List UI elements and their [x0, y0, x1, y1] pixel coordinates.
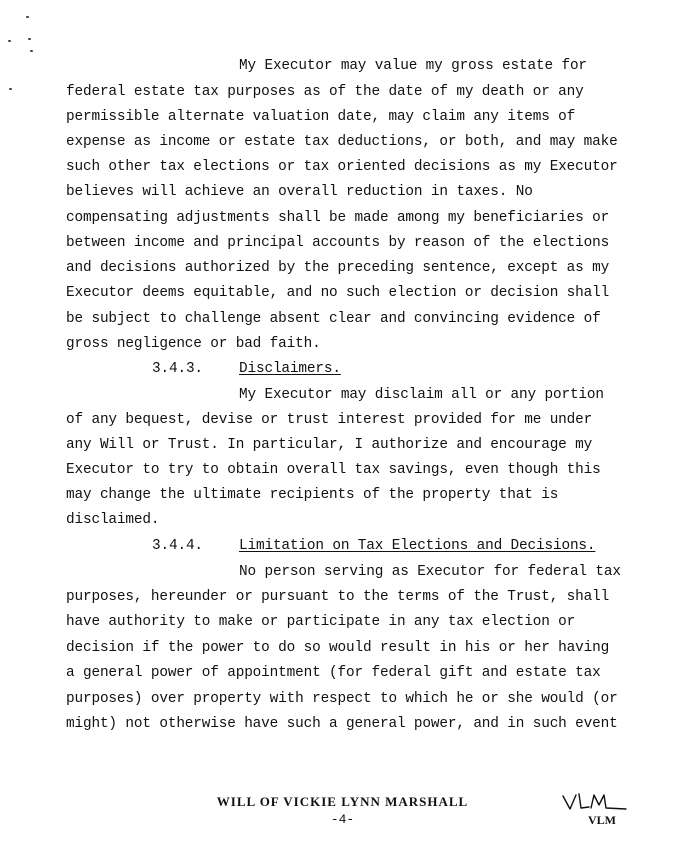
document-title: WILL OF VICKIE LYNN MARSHALL	[216, 794, 469, 809]
handwritten-initials-signature	[560, 790, 630, 812]
section-number: 3.4.4.	[152, 538, 203, 554]
body-line: My Executor may disclaim all or any portion	[239, 387, 604, 403]
margin-marks	[6, 10, 46, 110]
body-line: permissible alternate valuation date, may claim any items of	[66, 109, 576, 125]
section-heading: Limitation on Tax Elections and Decisions.	[239, 538, 596, 554]
body-line: of any bequest, devise or trust interest provided for me under	[66, 412, 593, 428]
body-line: gross negligence or bad faith.	[66, 336, 321, 352]
body-line: be subject to challenge absent clear and convincing evidence of	[66, 311, 601, 327]
body-line: Executor deems equitable, and no such election or decision shall	[66, 285, 610, 301]
body-line: have authority to make or participate in any tax election or	[66, 614, 576, 630]
body-line: disclaimed.	[66, 512, 160, 528]
body-line: expense as income or estate tax deductions, or both, and may make	[66, 134, 618, 150]
margin-mark	[30, 50, 33, 52]
body-line: a general power of appointment (for federal gift and estate tax	[66, 665, 601, 681]
body-line: believes will achieve an overall reduction in taxes. No	[66, 184, 533, 200]
body-line: decision if the power to do so would result in his or her having	[66, 640, 610, 656]
body-line: My Executor may value my gross estate for	[239, 58, 587, 74]
margin-mark	[28, 38, 31, 40]
body-line: Executor to try to obtain overall tax savings, even though this	[66, 462, 601, 478]
body-line: might) not otherwise have such a general power, and in such event	[66, 716, 618, 732]
margin-mark	[26, 16, 29, 18]
body-line: any Will or Trust. In particular, I authorize and encourage my	[66, 437, 593, 453]
page-number: -4-	[330, 812, 355, 827]
body-line: No person serving as Executor for federal tax	[239, 564, 621, 580]
margin-mark	[9, 88, 12, 90]
body-line: purposes, hereunder or pursuant to the terms of the Trust, shall	[66, 589, 610, 605]
typed-initials: VLM	[588, 813, 616, 827]
section-number: 3.4.3.	[152, 361, 203, 377]
body-line: and decisions authorized by the preceding sentence, except as my	[66, 260, 610, 276]
body-line: purposes) over property with respect to which he or she would (or	[66, 691, 618, 707]
body-line: may change the ultimate recipients of the property that is	[66, 487, 559, 503]
body-line: federal estate tax purposes as of the date of my death or any	[66, 84, 584, 100]
margin-mark	[8, 40, 11, 42]
section-heading: Disclaimers.	[239, 361, 341, 377]
body-line: compensating adjustments shall be made among my beneficiaries or	[66, 210, 610, 226]
body-line: between income and principal accounts by reason of the elections	[66, 235, 610, 251]
body-line: such other tax elections or tax oriented decisions as my Executor	[66, 159, 618, 175]
